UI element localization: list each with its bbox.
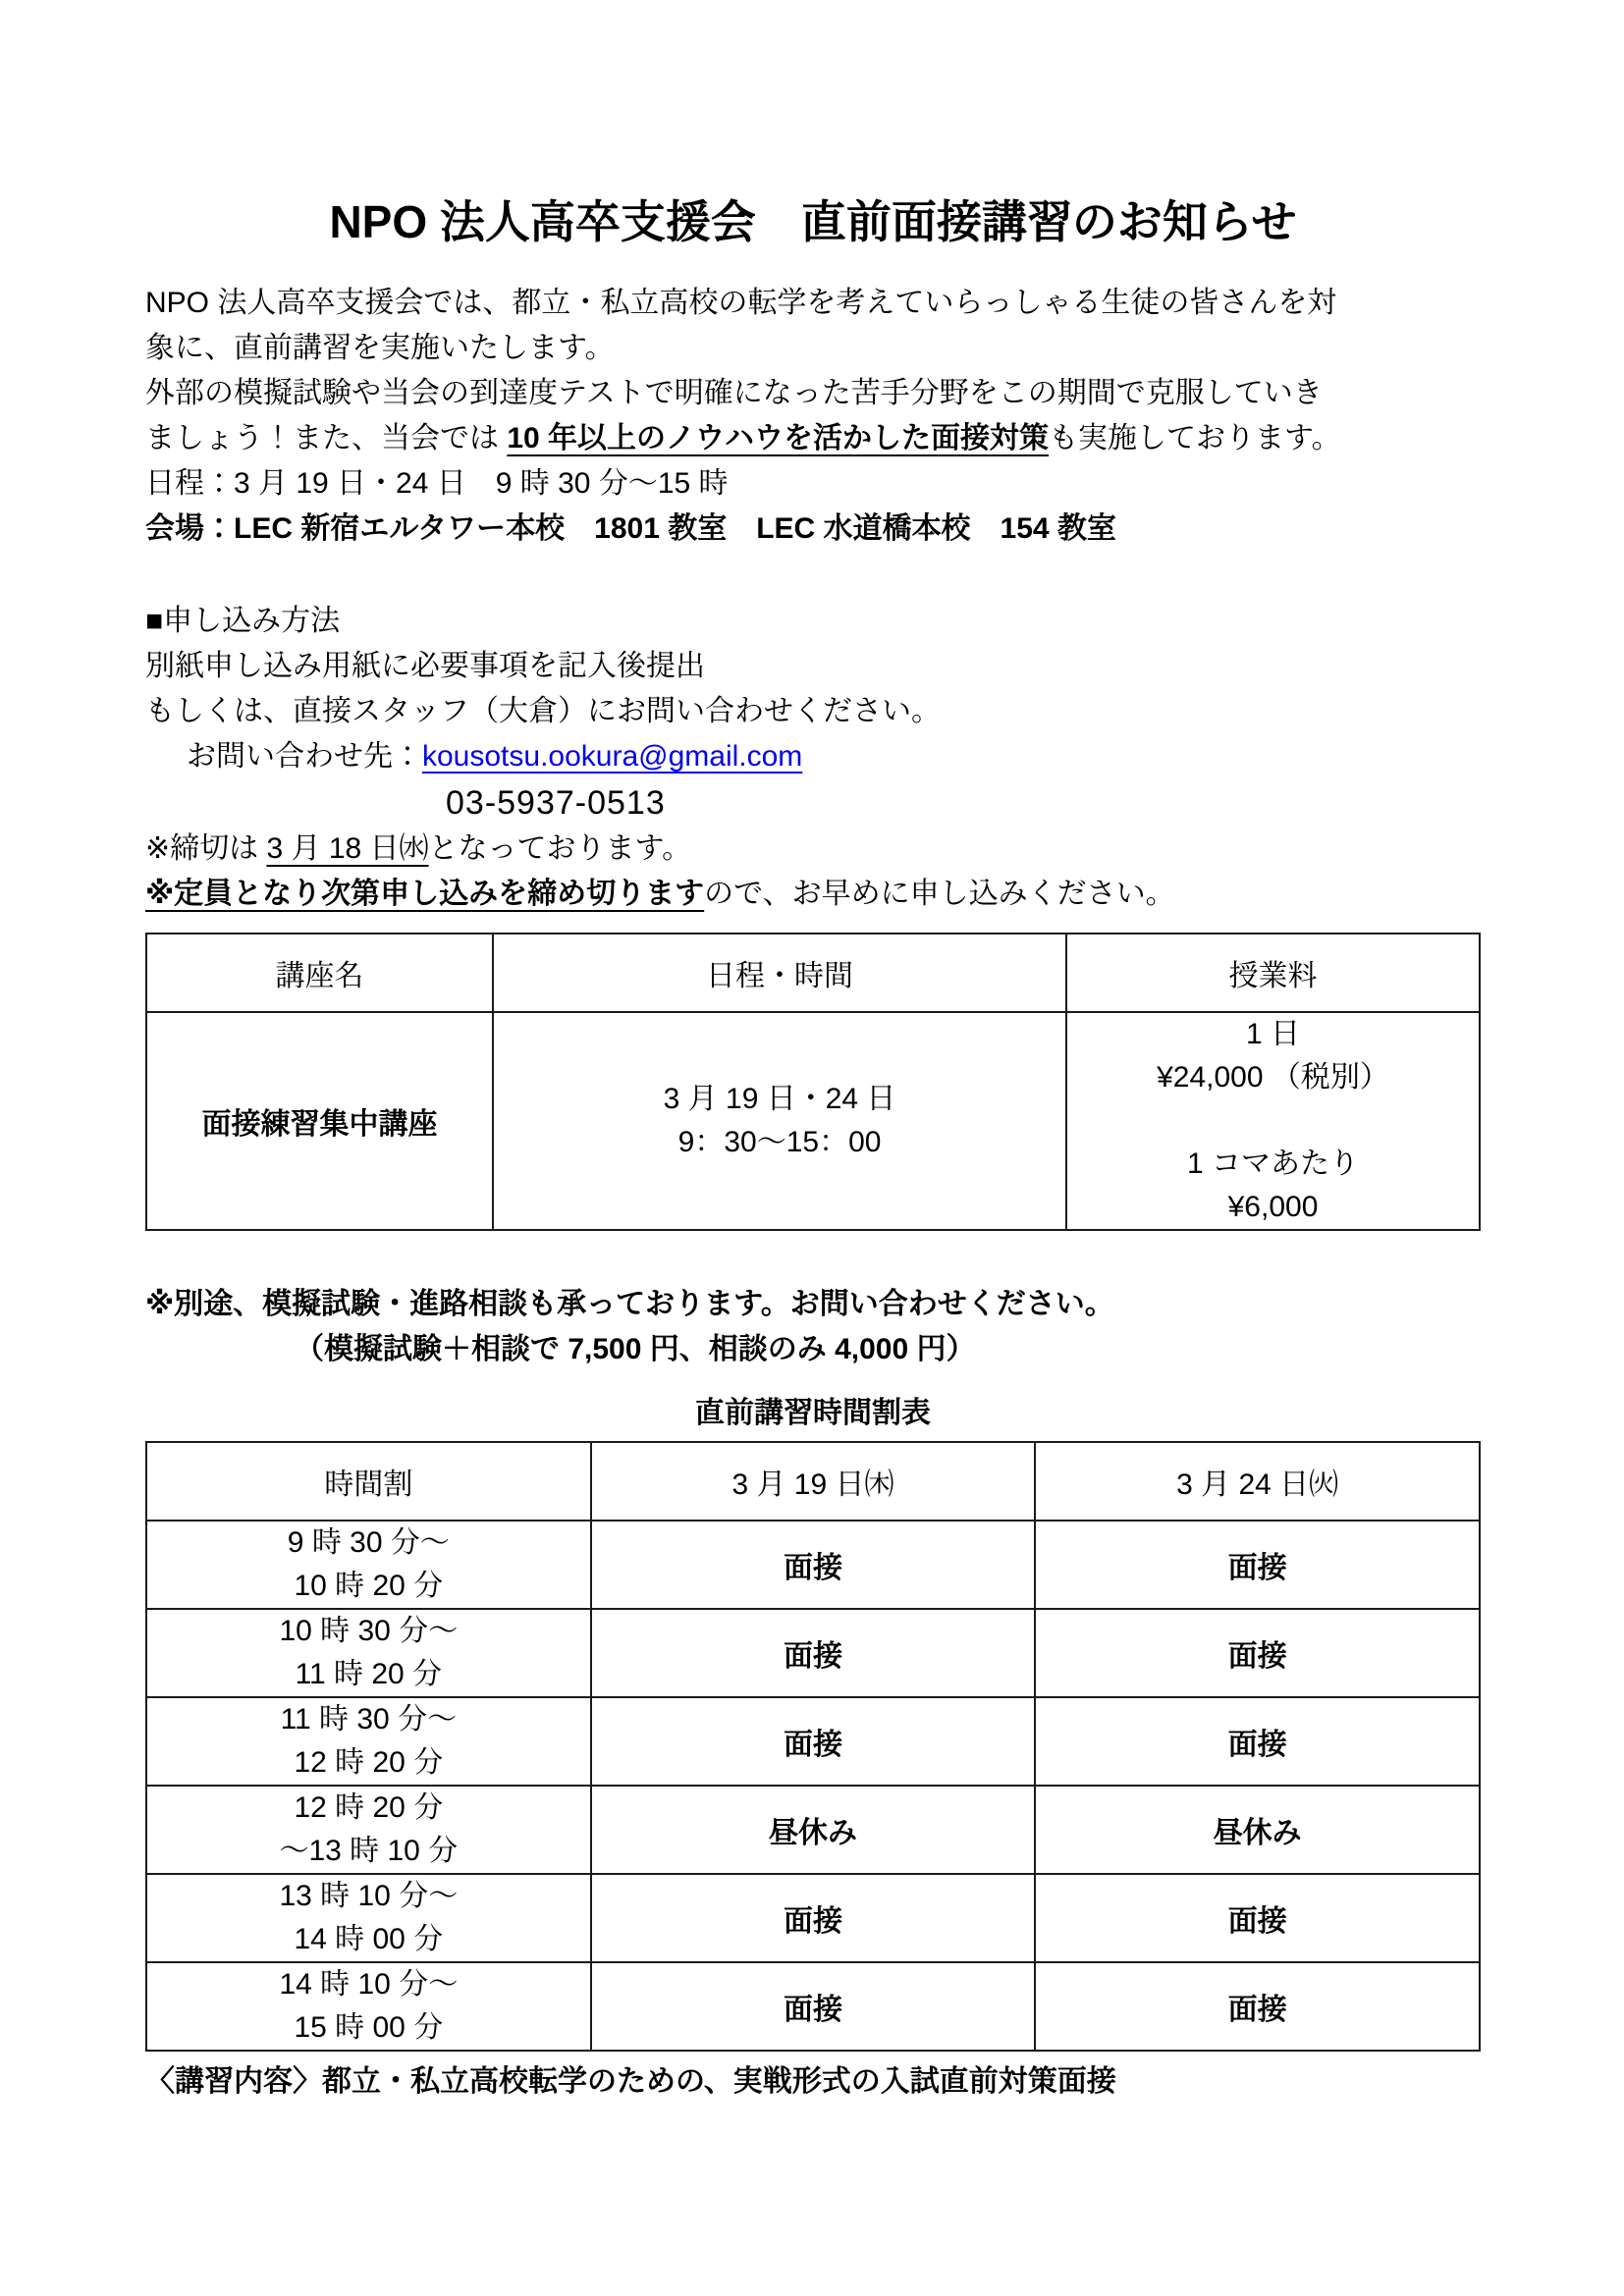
course-schedule-date: 3 月 19 日・24 日	[663, 1083, 896, 1115]
time-range-start: 13 時 10 分～	[279, 1880, 459, 1912]
intro-line	[145, 416, 1481, 461]
fee-unit-label: 1 コマあたり	[1186, 1148, 1360, 1180]
timetable-time-cell	[146, 1962, 591, 2051]
timetable-time-cell	[146, 1609, 591, 1697]
timetable-activity-cell: 面接	[1035, 1521, 1480, 1609]
timetable	[145, 1441, 1481, 2052]
capacity-note	[145, 872, 1481, 917]
extra-note-price-line: （模擬試験＋相談で 7,500 円、相談のみ 4,000 円）	[295, 1333, 976, 1365]
intro-line: 象に、直前講習を実施いたします。	[145, 332, 615, 364]
course-table	[145, 933, 1481, 1231]
timetable-activity-cell: 面接	[591, 1962, 1036, 2051]
capacity-note-text: ので、お早めに申し込みください。	[704, 878, 1175, 910]
fee-day-price: ¥24,000 （税別）	[1157, 1061, 1389, 1094]
intro-line-text: ましょう！また、当会では	[145, 422, 508, 454]
timetable-activity-cell: 面接	[591, 1521, 1036, 1609]
phone-number: 03-5937-0513	[446, 784, 666, 822]
timetable-header-cell: 3 月 24 日㈫	[1035, 1442, 1480, 1521]
timetable-row	[146, 1874, 1480, 1962]
intro-line-text: も実施しております。	[1049, 422, 1341, 454]
intro-paragraph	[145, 281, 1481, 552]
timetable-activity-cell: 昼休み	[591, 1786, 1036, 1874]
highlighted-know-how-text: 10 年以上のノウハウを活かした面接対策	[507, 422, 1050, 454]
time-range-end: 12 時 20 分	[294, 1746, 444, 1779]
contact-line	[145, 734, 1481, 779]
time-range-start: 12 時 20 分	[294, 1791, 444, 1824]
capacity-warning: ※定員となり次第申し込みを締め切ります	[145, 878, 705, 910]
intro-line	[145, 371, 1481, 416]
time-range-end: 14 時 00 分	[294, 1923, 444, 1955]
fee-unit-price: ¥6,000	[1227, 1191, 1319, 1223]
course-schedule-cell	[493, 1012, 1066, 1230]
timetable-activity-cell: 面接	[591, 1609, 1036, 1697]
time-range-start: 11 時 30 分～	[280, 1703, 458, 1735]
course-content-note: 〈講習内容〉都立・私立高校転学のための、実戦形式の入試直前対策面接	[145, 2065, 1116, 2098]
timetable-row	[146, 1962, 1480, 2051]
timetable-activity-cell: 面接	[591, 1874, 1036, 1962]
deadline-note-text: ※締切は	[145, 832, 267, 865]
course-table-header-cell: 講座名	[146, 934, 493, 1012]
time-range-end: ～13 時 10 分	[279, 1835, 459, 1867]
timetable-header-cell: 時間割	[146, 1442, 591, 1521]
timetable-time-cell	[146, 1874, 591, 1962]
schedule-line: 日程：3 月 19 日・24 日 9 時 30 分～15 時	[145, 467, 729, 500]
venue-line: 会場：LEC 新宿エルタワー本校 1801 教室 LEC 水道橋本校 154 教室	[145, 512, 1116, 545]
time-range-end: 11 時 20 分	[295, 1658, 443, 1690]
time-range-end: 10 時 20 分	[294, 1570, 444, 1602]
intro-line-text: 外部の模擬試験や当会の到達度テストで明確になった苦手分野をこの期間で克服していき	[145, 377, 1323, 409]
course-fee-cell	[1066, 1012, 1480, 1230]
timetable-activity-cell: 面接	[1035, 1874, 1480, 1962]
deadline-note	[145, 827, 1481, 872]
extra-note-line: ※別途、模擬試験・進路相談も承っております。お問い合わせください。	[145, 1288, 1114, 1320]
timetable-header-cell: 3 月 19 日㈭	[591, 1442, 1036, 1521]
time-range-start: 10 時 30 分～	[279, 1615, 459, 1647]
extra-note-section	[145, 1282, 1481, 1372]
timetable-row	[146, 1521, 1480, 1609]
timetable-time-cell	[146, 1521, 591, 1609]
contact-label: お問い合わせ先：	[187, 740, 422, 773]
timetable-activity-cell: 面接	[1035, 1697, 1480, 1786]
application-section	[145, 599, 1481, 917]
course-table-header-row	[146, 934, 1480, 1012]
timetable-title: 直前講習時間割表	[695, 1397, 931, 1429]
course-table-header-cell: 授業料	[1066, 934, 1480, 1012]
page-title: NPO 法人高卒支援会 直前面接講習のお知らせ	[329, 196, 1297, 247]
application-heading: ■申し込み方法	[145, 605, 341, 637]
timetable-row	[146, 1697, 1480, 1786]
timetable-row	[146, 1786, 1480, 1874]
timetable-time-cell	[146, 1697, 591, 1786]
timetable-header-row	[146, 1442, 1480, 1521]
time-range-start: 9 時 30 分～	[287, 1526, 450, 1559]
time-range-start: 14 時 10 分～	[279, 1968, 459, 2001]
time-range-end: 15 時 00 分	[294, 2011, 444, 2044]
intro-line: NPO 法人高卒支援会では、都立・私立高校の転学を考えていらっしゃる生徒の皆さんを対	[145, 287, 1337, 319]
course-table-row	[146, 1012, 1480, 1230]
timetable-row	[146, 1609, 1480, 1697]
course-schedule-time: 9：30～15：00	[677, 1126, 882, 1158]
timetable-activity-cell: 面接	[591, 1697, 1036, 1786]
fee-day-label: 1 日	[1245, 1018, 1301, 1050]
timetable-activity-cell: 面接	[1035, 1609, 1480, 1697]
application-line: 別紙申し込み用紙に必要事項を記入後提出	[145, 650, 705, 682]
course-name-cell: 面接練習集中講座	[146, 1012, 493, 1230]
course-table-header-cell: 日程・時間	[493, 934, 1066, 1012]
deadline-note-text: となっております。	[428, 832, 692, 865]
timetable-activity-cell: 面接	[1035, 1962, 1480, 2051]
contact-email-link[interactable]: kousotsu.ookura@gmail.com	[422, 740, 803, 773]
timetable-time-cell	[146, 1786, 591, 1874]
deadline-date: 3 月 18 日㈬	[266, 832, 429, 865]
timetable-activity-cell: 昼休み	[1035, 1786, 1480, 1874]
application-line: もしくは、直接スタッフ（大倉）にお問い合わせください。	[145, 695, 941, 727]
